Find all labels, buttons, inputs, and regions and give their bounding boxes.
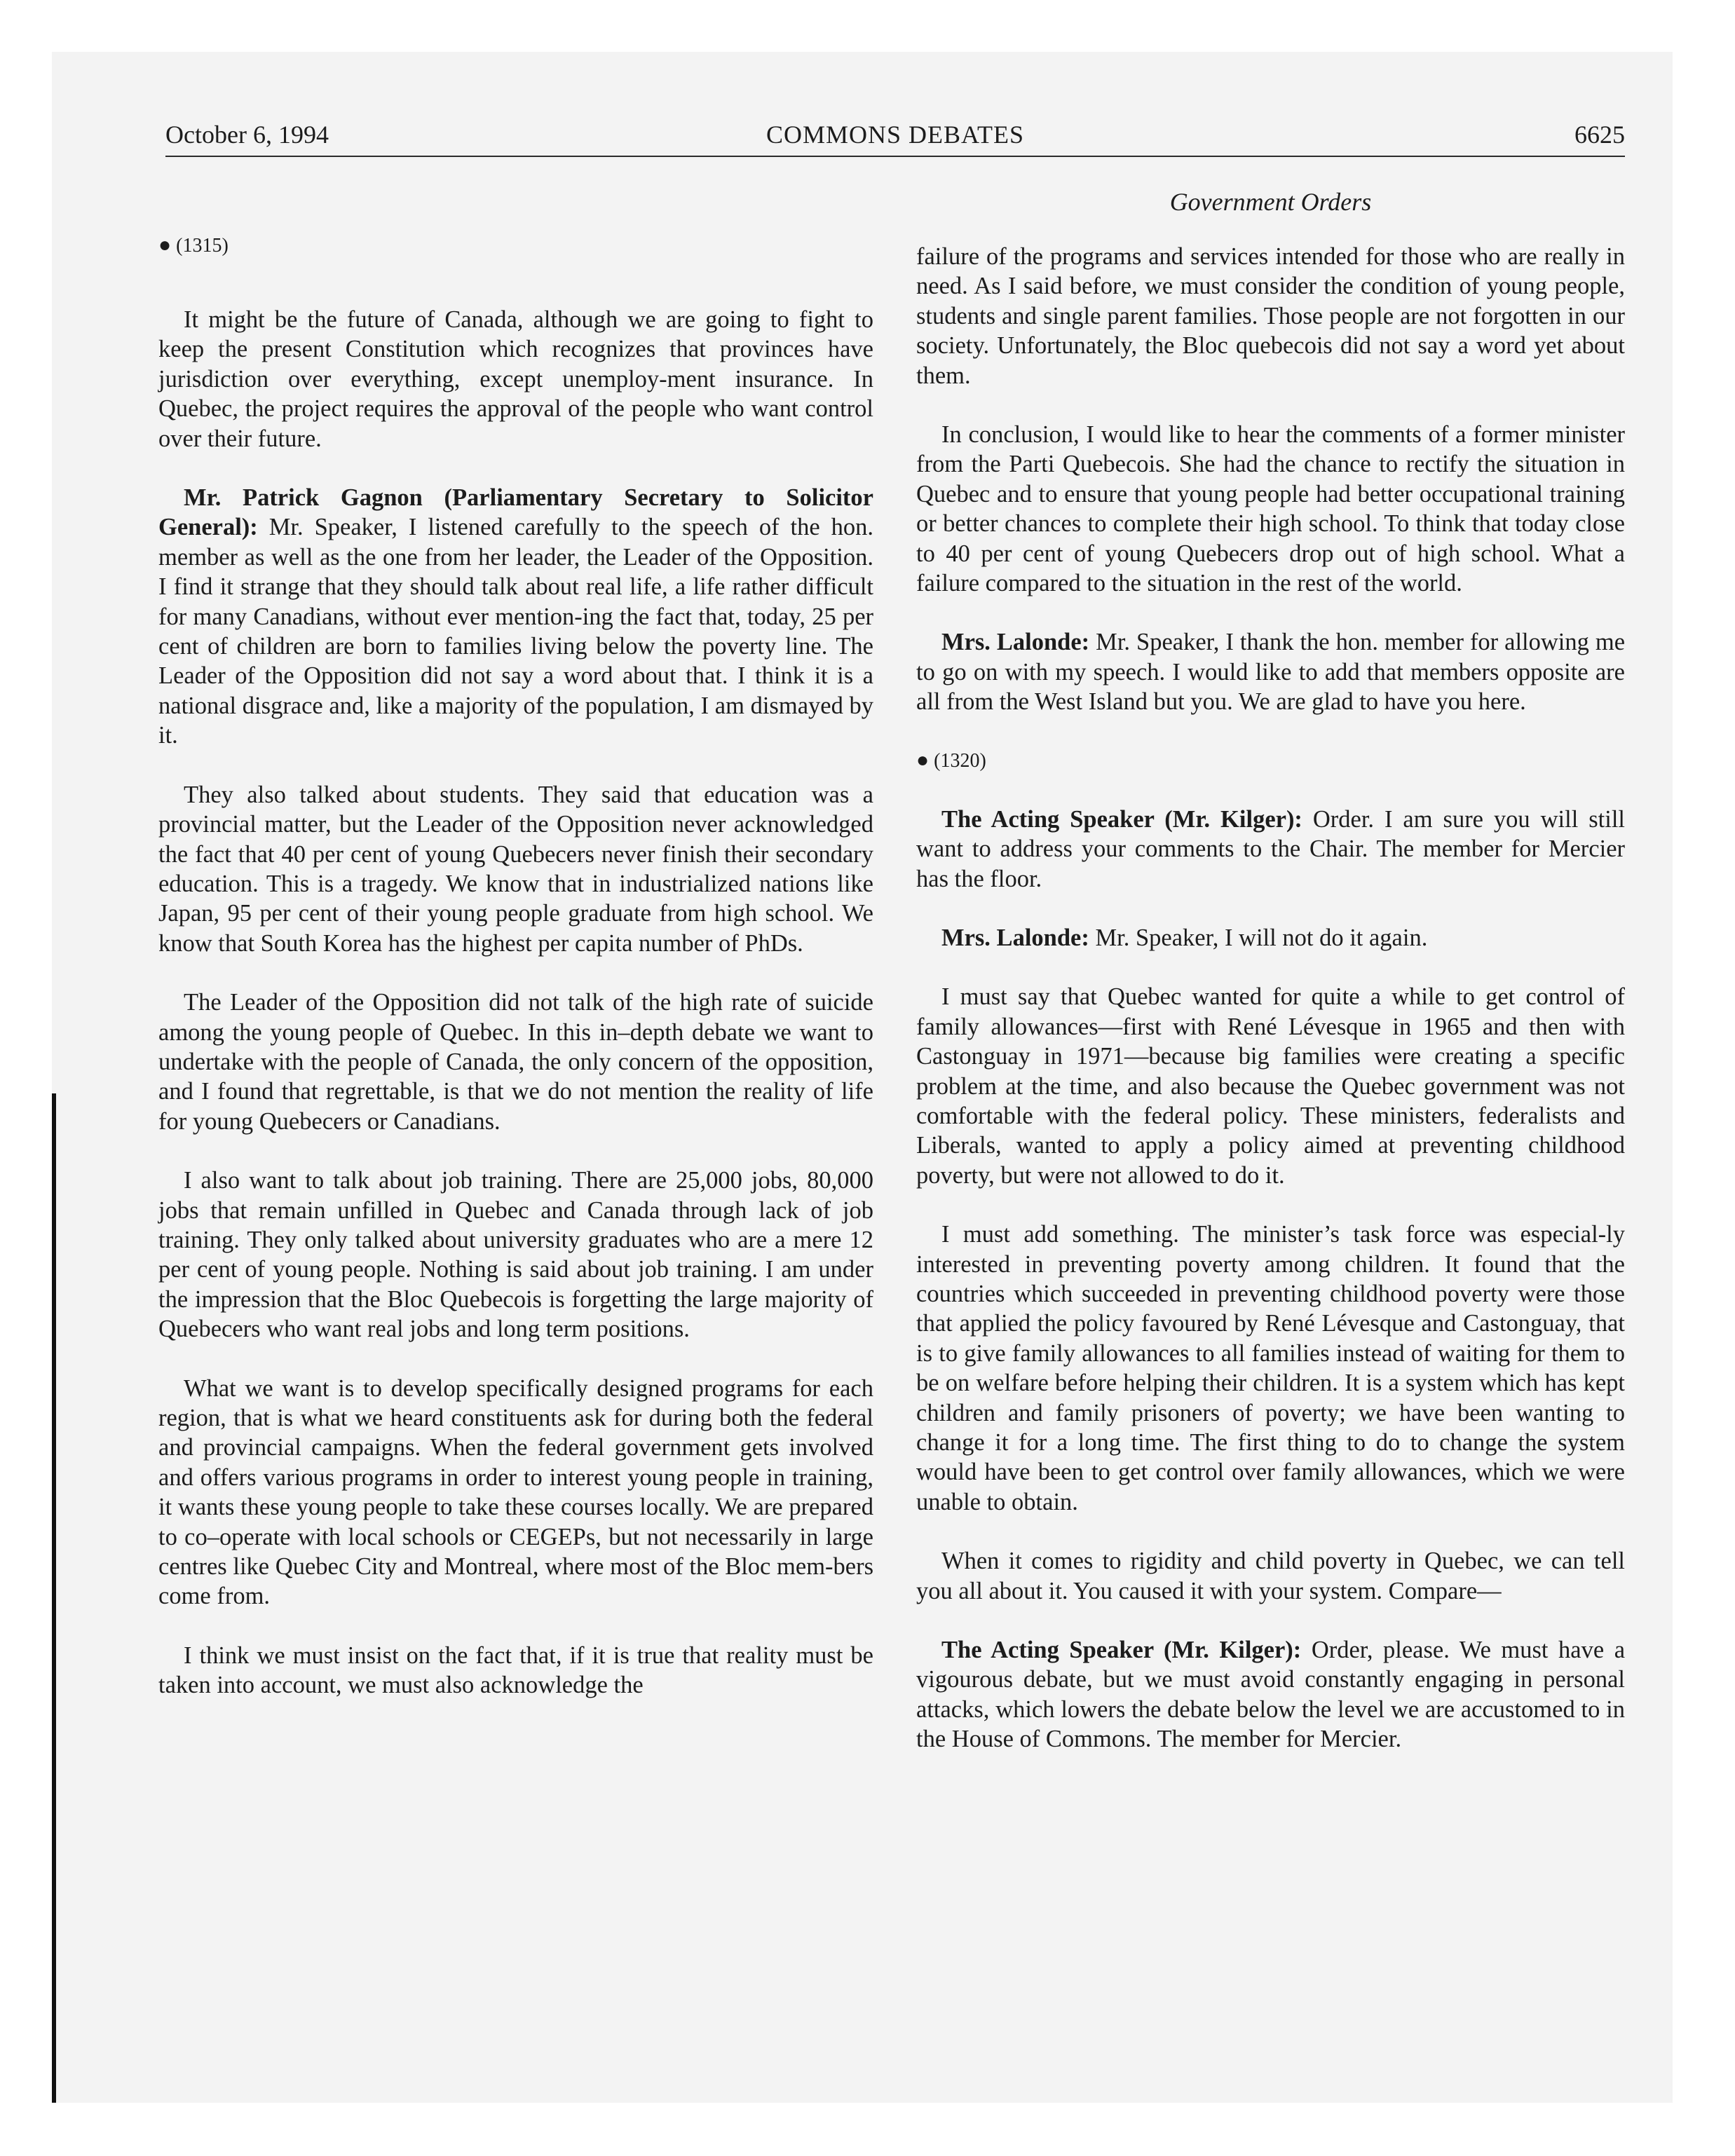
speech-paragraph (916, 1635, 1625, 1754)
speech-text: Mr. Speaker, I thank the hon. member for allowing me to go on with my speech. I would like to add that members opposite are all from the West Island but you. We are glad to have you here. (916, 629, 1626, 716)
header-page-number: 6625 (1574, 121, 1625, 149)
speech-text: Order, please. We must have a vigourous debate, but we must avoid constantly engaging in personal attacks, which lowers the debate below the level we are accustomed to in the House of Commons. The member for Mercier. (916, 1637, 1626, 1753)
speech-text: Mr. Speaker, I will not do it again. (1095, 924, 1428, 951)
time-marker (158, 231, 873, 260)
paragraph: In conclusion, I would like to hear the comments of a former minister from the Parti Quebecois. She had the chance to rectify the situation in Quebec and to ensure that young people had better occupational training or better chances to complete their high school. To think that today close to 40 per cent of young Quebecers drop out of high school. What a failure compared to the situation in the rest of the world. (916, 421, 1625, 597)
speech-text: Order. I am sure you will still want to address your comments to the Chair. The member for Mercier has the floor. (916, 805, 1626, 892)
binding-shadow (52, 1093, 56, 2103)
running-head: Government Orders (1169, 188, 1372, 216)
paragraph: I also want to talk about job training. There are 25,000 jobs, 80,000 jobs that remain unfilled in Quebec and Canada through lack of job training. They only talked about university graduates who are a mere 12 per cent of young people. Nothing is said about job training. I am under the impression that the Bloc Quebecois is forgetting the large majority of Quebecers who want real jobs and long term positions. (158, 1167, 873, 1343)
paragraph: They also talked about students. They said that education was a provincial matter, but the Leader of the Opposition never acknowledged the fact that 40 per cent of young Quebecers never finish their secondary education. This is a tragedy. We know that in industrialized nations like Japan, 95 per cent of their young people graduate from high school. We know that South Korea has the highest per capita number of PhDs. (158, 781, 873, 957)
speaker-name: The Acting Speaker (Mr. Kilger): (941, 1637, 1302, 1664)
paragraph: I must say that Quebec wanted for quite a while to get control of family allowances—first with René Lévesque in 1965 and then with Castonguay in 1971—because big families were creating a specific problem at the time, and also because the Quebec government was not comfortable with the federal policy. These ministers, federalists and Liberals, wanted to apply a policy aimed at preventing childhood poverty, but were not allowed to do it. (916, 983, 1625, 1189)
speaker-name: The Acting Speaker (Mr. Kilger): (941, 805, 1302, 833)
speaker-name: Mrs. Lalonde: (941, 629, 1090, 656)
paragraph: I must add something. The minister’s task force was especial-ly interested in preventing poverty among children. It found that the countries which succeeded in preventing childhood poverty were those that applied the policy favoured by René Lévesque and Castonguay, that is to give family allowances to all families instead of waiting for them to be on welfare before helping their children. It is a system which has kept children and family prisoners of poverty; we have been wanting to change it for a long time. The first thing to do to change the system would have been to get control over family allowances, which we were unable to obtain. (916, 1221, 1625, 1515)
header-publication: COMMONS DEBATES (766, 121, 1025, 149)
speech-text: Mr. Speaker, I listened carefully to the speech of the hon. member as well as the one from her leader, the Leader of the Opposition. I find it strange that they should talk about real life, a life rather difficult for many Canadians, without ever mention-ing the fact that, today, 25 per cent of children are born to families living below the poverty line. The Leader of the Opposition did not say a word about that. I think it is a national disgrace and, like a majority of the population, I am dismayed by it. (158, 514, 873, 749)
header-date: October 6, 1994 (165, 121, 329, 149)
time-marker (916, 746, 1625, 775)
bullet-icon: ● (158, 233, 172, 257)
left-column (158, 231, 873, 1730)
paragraph: It might be the future of Canada, although we are going to fight to keep the present Constitution which recognizes that provinces have jurisdiction over everything, except unemploy-ment insurance. In Quebec, the project requires the approval of the people who want control over their future. (158, 306, 873, 452)
header-rule (165, 156, 1625, 157)
time-marker-label: (1320) (934, 749, 986, 772)
speech-paragraph (916, 627, 1625, 716)
paragraph: What we want is to develop specifically designed programs for each region, that is what we heard constituents ask for during both the federal and provincial campaigns. When the federal government gets involved and offers various programs in order to interest young people in training, it wants these young people to take these courses locally. We are prepared to co–operate with local schools or CEGEPs, but not necessarily in large centres like Quebec City and Montreal, where most of the Bloc mem-bers come from. (158, 1374, 873, 1610)
time-marker-label: (1315) (176, 235, 229, 257)
right-column (916, 242, 1625, 1784)
speech-paragraph (916, 923, 1625, 953)
bullet-icon: ● (916, 748, 930, 772)
speech-paragraph (158, 483, 873, 751)
speech-paragraph (916, 805, 1625, 894)
paragraph: When it comes to rigidity and child poverty in Quebec, we can tell you all about it. You caused it with your system. Compare— (916, 1548, 1625, 1604)
page-header (165, 115, 1625, 154)
paragraph: The Leader of the Opposition did not talk of the high rate of suicide among the young people of Quebec. In this in–depth debate we want to undertake with the people of Canada, the only concern of the opposition, and I found that regrettable, is that we do not mention the reality of life for young Quebecers or Canadians. (158, 989, 873, 1135)
speaker-name: Mr. Patrick Gagnon (Parliamentary Secretary to Solicitor General): (158, 484, 873, 541)
paragraph: I think we must insist on the fact that, if it is true that reality must be taken into account, we must also acknowledge the (158, 1642, 873, 1699)
paragraph: failure of the programs and services intended for those who are really in need. As I said before, we must consider the condition of young people, students and single parent families. Those people are not forgotten in our society. Unfortunately, the Bloc quebecois did not say a word yet about them. (916, 243, 1625, 389)
speaker-name: Mrs. Lalonde: (941, 924, 1089, 951)
